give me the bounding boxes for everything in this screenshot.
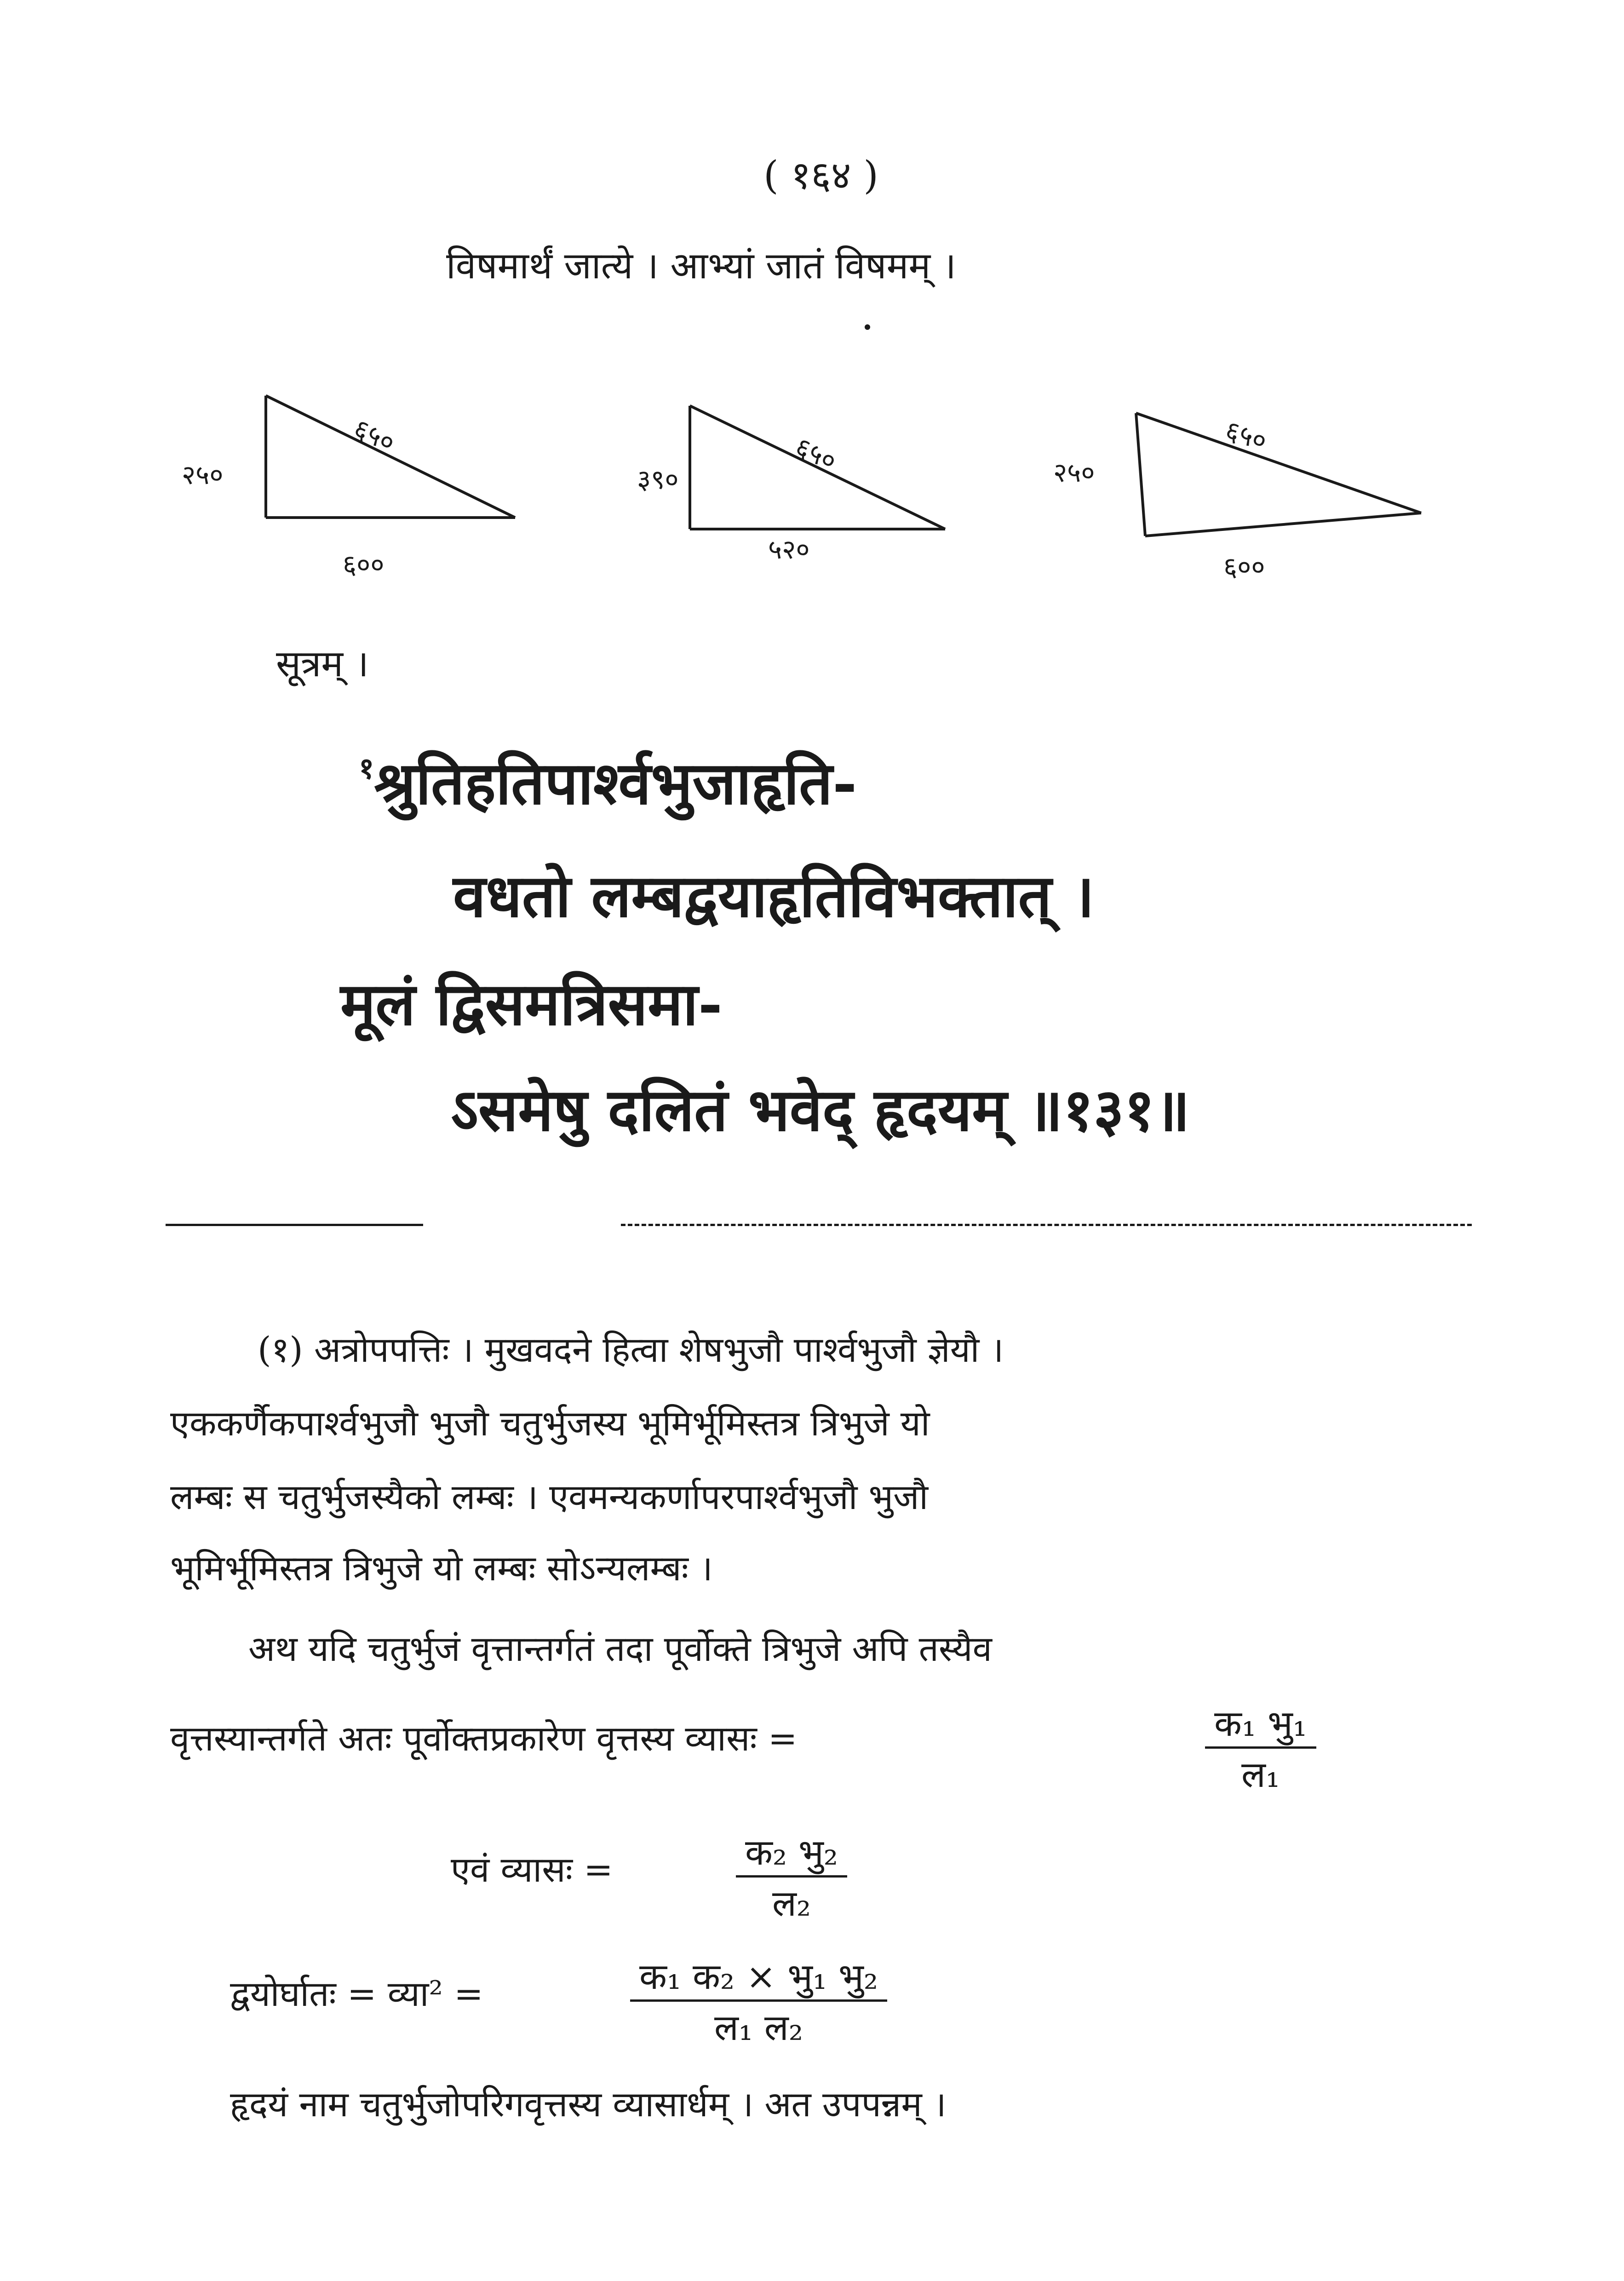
divider-right xyxy=(621,1224,1472,1226)
formula-3-denominator: ल₁ ल₂ xyxy=(714,2007,803,2049)
verse-line-3: मूलं द्विसमत्रिसमा- xyxy=(340,970,723,1039)
formula-3-lhs: द्वयोर्घातः = व्या² = xyxy=(230,1973,483,2014)
triangle-2-height: ३९० xyxy=(637,464,679,495)
formula-2-numerator: क₂ भु₂ xyxy=(736,1826,847,1878)
note-line-6: वृत्तस्यान्तर्गते अतः पूर्वोक्तप्रकारेण वृत्तस्य व्यासः = xyxy=(170,1718,798,1759)
triangle-1-base: ६०० xyxy=(343,549,384,580)
formula-1-denominator: ल₁ xyxy=(1241,1754,1280,1796)
triangle-figures xyxy=(0,377,1624,598)
note-line-1: (१) अत्रोपपत्तिः । मुखवदने हित्वा शेषभुजौ पार्श्वभुजौ ज्ञेयौ । xyxy=(258,1329,1004,1370)
triangle-3-height: २५० xyxy=(1053,457,1095,488)
footnote-mark: १ xyxy=(359,751,374,786)
formula-1-numerator: क₁ भु₁ xyxy=(1205,1698,1316,1749)
triangle-3-hypotenuse: ६५० xyxy=(1221,414,1271,457)
triangle-1-hypotenuse: ६५० xyxy=(349,412,400,459)
verse-line-1 xyxy=(359,741,857,821)
formula-2-lhs: एवं व्यासः = xyxy=(451,1849,613,1890)
caption: विषमार्थं जात्ये । आभ्यां जातं विषमम् । xyxy=(446,244,956,287)
triangle-3-base: ६०० xyxy=(1223,551,1265,582)
formula-3-numerator: क₁ क₂ × भु₁ भु₂ xyxy=(630,1951,887,2002)
verse-line-4: ऽसमेषु दलितं भवेद् हृदयम् ॥१३१॥ xyxy=(451,1076,1190,1145)
note-line-2: एककर्णैकपार्श्वभुजौ भुजौ चतुर्भुजस्य भूमिर्भूमिस्तत्र त्रिभुजे यो xyxy=(170,1403,930,1444)
triangle-2-base: ५२० xyxy=(768,534,810,565)
formula-2-fraction xyxy=(736,1826,847,1926)
formula-2-denominator: ल₂ xyxy=(772,1883,811,1924)
note-line-5: अथ यदि चतुर्भुजं वृत्तान्तर्गतं तदा पूर्वोक्ते त्रिभुजे अपि तस्यैव xyxy=(248,1628,992,1669)
verse-line-2: वधतो लम्बद्वयाहृतिविभक्तात् । xyxy=(453,862,1095,931)
triangle-1-height: २५० xyxy=(182,459,224,490)
triangle-2-hypotenuse: ६५० xyxy=(790,431,842,477)
sutra-heading: सूत्रम् । xyxy=(276,642,369,685)
formula-3-fraction xyxy=(630,1951,887,2051)
triangle-1 xyxy=(266,396,515,518)
conclusion: हृदयं नाम चतुर्भुजोपरिगवृत्तस्य व्यासार्धम् । अत उपपन्नम् । xyxy=(230,2084,947,2125)
formula-1-fraction xyxy=(1205,1698,1316,1797)
note-line-4: भूमिर्भूमिस्तत्र त्रिभुजे यो लम्बः सोऽन्यलम्बः । xyxy=(170,1548,713,1589)
divider-left xyxy=(166,1224,423,1226)
verse-line-1-text: श्रुतिहतिपार्श्वभुजाहृति- xyxy=(374,749,857,818)
page-number: ( १६४ ) xyxy=(763,153,878,198)
note-line-3: लम्बः स चतुर्भुजस्यैको लम्बः । एवमन्यकर्णापरपार्श्वभुजौ भुजौ xyxy=(170,1476,929,1517)
dot-mark xyxy=(865,324,870,330)
triangle-3 xyxy=(1136,413,1421,536)
